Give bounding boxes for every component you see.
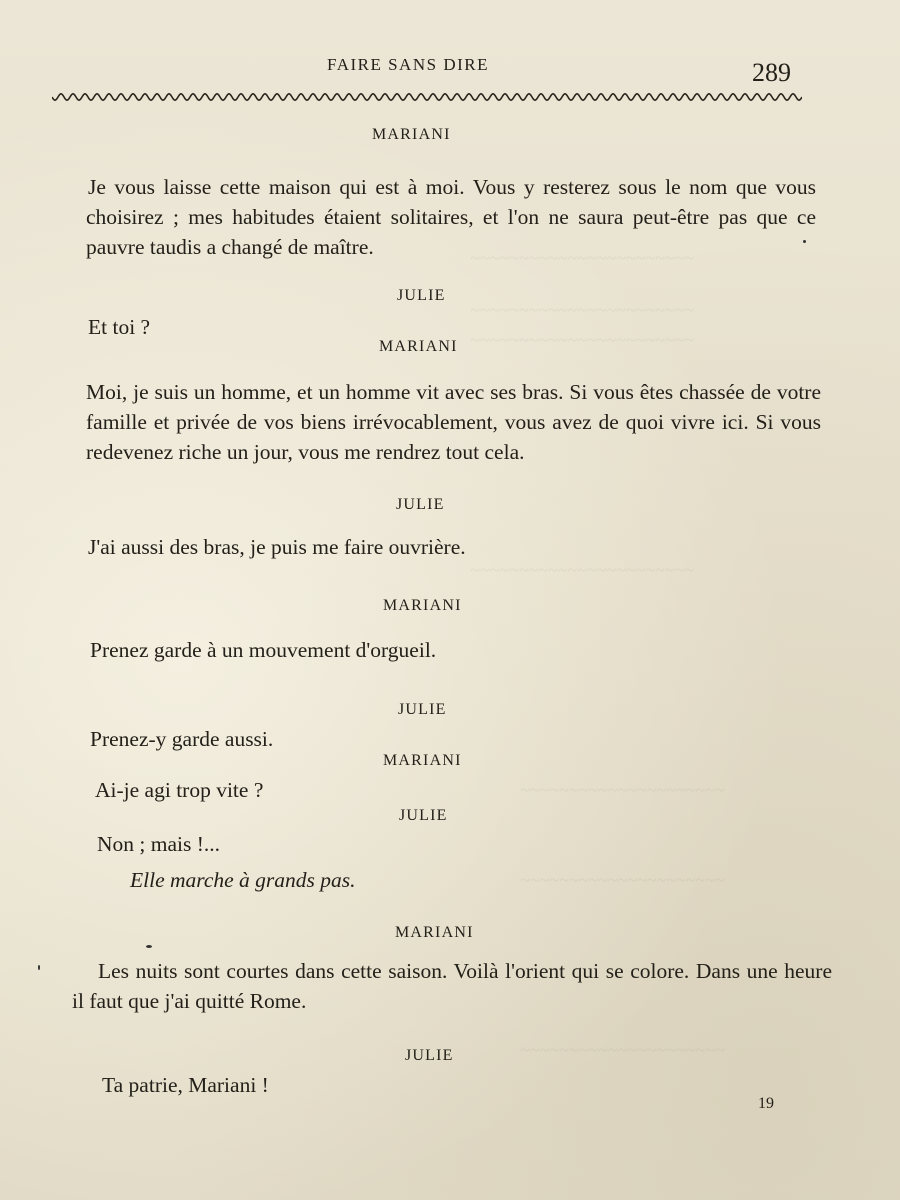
paper-speck — [803, 240, 806, 243]
speaker-name: JULIE — [396, 496, 445, 513]
speaker-name: MARIANI — [372, 126, 451, 143]
speaker-name: JULIE — [397, 287, 446, 304]
speaker-name: MARIANI — [379, 338, 458, 355]
speaker-name: MARIANI — [383, 752, 462, 769]
dialogue-line: Je vous laisse cette maison qui est à moi. Vous y resterez sous le nom que vous choisirez ; mes habitudes étaient solitaires, et l'on ne saura peut-être pas que ce pauvre taudis a changé de maître. — [86, 175, 816, 259]
bleed-through-text: ~~~~~~~~~~~~~~~~~~~~~~~ — [470, 300, 694, 320]
stage-direction: Elle marche à grands pas. — [130, 868, 356, 892]
dialogue-line: Moi, je suis un homme, et un homme vit avec ses bras. Si vous êtes chassée de votre famille et privée de vos biens irrévocablement, vous avez de quoi vivre ici. Si vous redevenez riche un jour, vous me rendrez tout cela. — [86, 380, 821, 464]
bleed-through-text: ~~~~~~~~~~~~~~~~~~~~~~~ — [470, 330, 694, 350]
dialogue-line: Ta patrie, Mariani ! — [102, 1073, 269, 1097]
dialogue-line: Et toi ? — [88, 315, 151, 339]
wavy-rule-ornament — [52, 86, 802, 108]
page-number: 289 — [752, 58, 791, 87]
speaker-name: JULIE — [398, 701, 447, 718]
bleed-through-text: ~~~~~~~~~~~~~~~~~~~~~ — [520, 870, 725, 890]
speaker-name: MARIANI — [383, 597, 462, 614]
paper-speck — [38, 965, 40, 970]
dialogue-line: Ai-je agi trop vite ? — [95, 778, 264, 802]
bleed-through-text: ~~~~~~~~~~~~~~~~~~~~~ — [520, 780, 725, 800]
dialogue-line: J'ai aussi des bras, je puis me faire ouvrière. — [88, 535, 466, 559]
signature-mark: 19 — [758, 1095, 774, 1112]
bleed-through-text: ~~~~~~~~~~~~~~~~~~~~~~~ — [470, 560, 694, 580]
bleed-through-text: ~~~~~~~~~~~~~~~~~~~~~~~ — [470, 248, 694, 268]
dialogue-line: Prenez garde à un mouvement d'orgueil. — [90, 638, 437, 662]
dialogue-line: Les nuits sont courtes dans cette saison. Voilà l'orient qui se colore. Dans une heure il faut que j'ai quitté Rome. — [72, 959, 832, 1013]
speaker-name: MARIANI — [395, 924, 474, 941]
speaker-name: JULIE — [405, 1047, 454, 1064]
dialogue-line: Non ; mais !... — [97, 832, 221, 856]
running-title: FAIRE SANS DIRE — [327, 55, 489, 74]
dialogue-line: Prenez-y garde aussi. — [90, 727, 274, 751]
bleed-through-text: ~~~~~~~~~~~~~~~~~~~~~ — [520, 1040, 725, 1060]
speaker-name: JULIE — [399, 807, 448, 824]
paper-speck — [146, 945, 152, 948]
